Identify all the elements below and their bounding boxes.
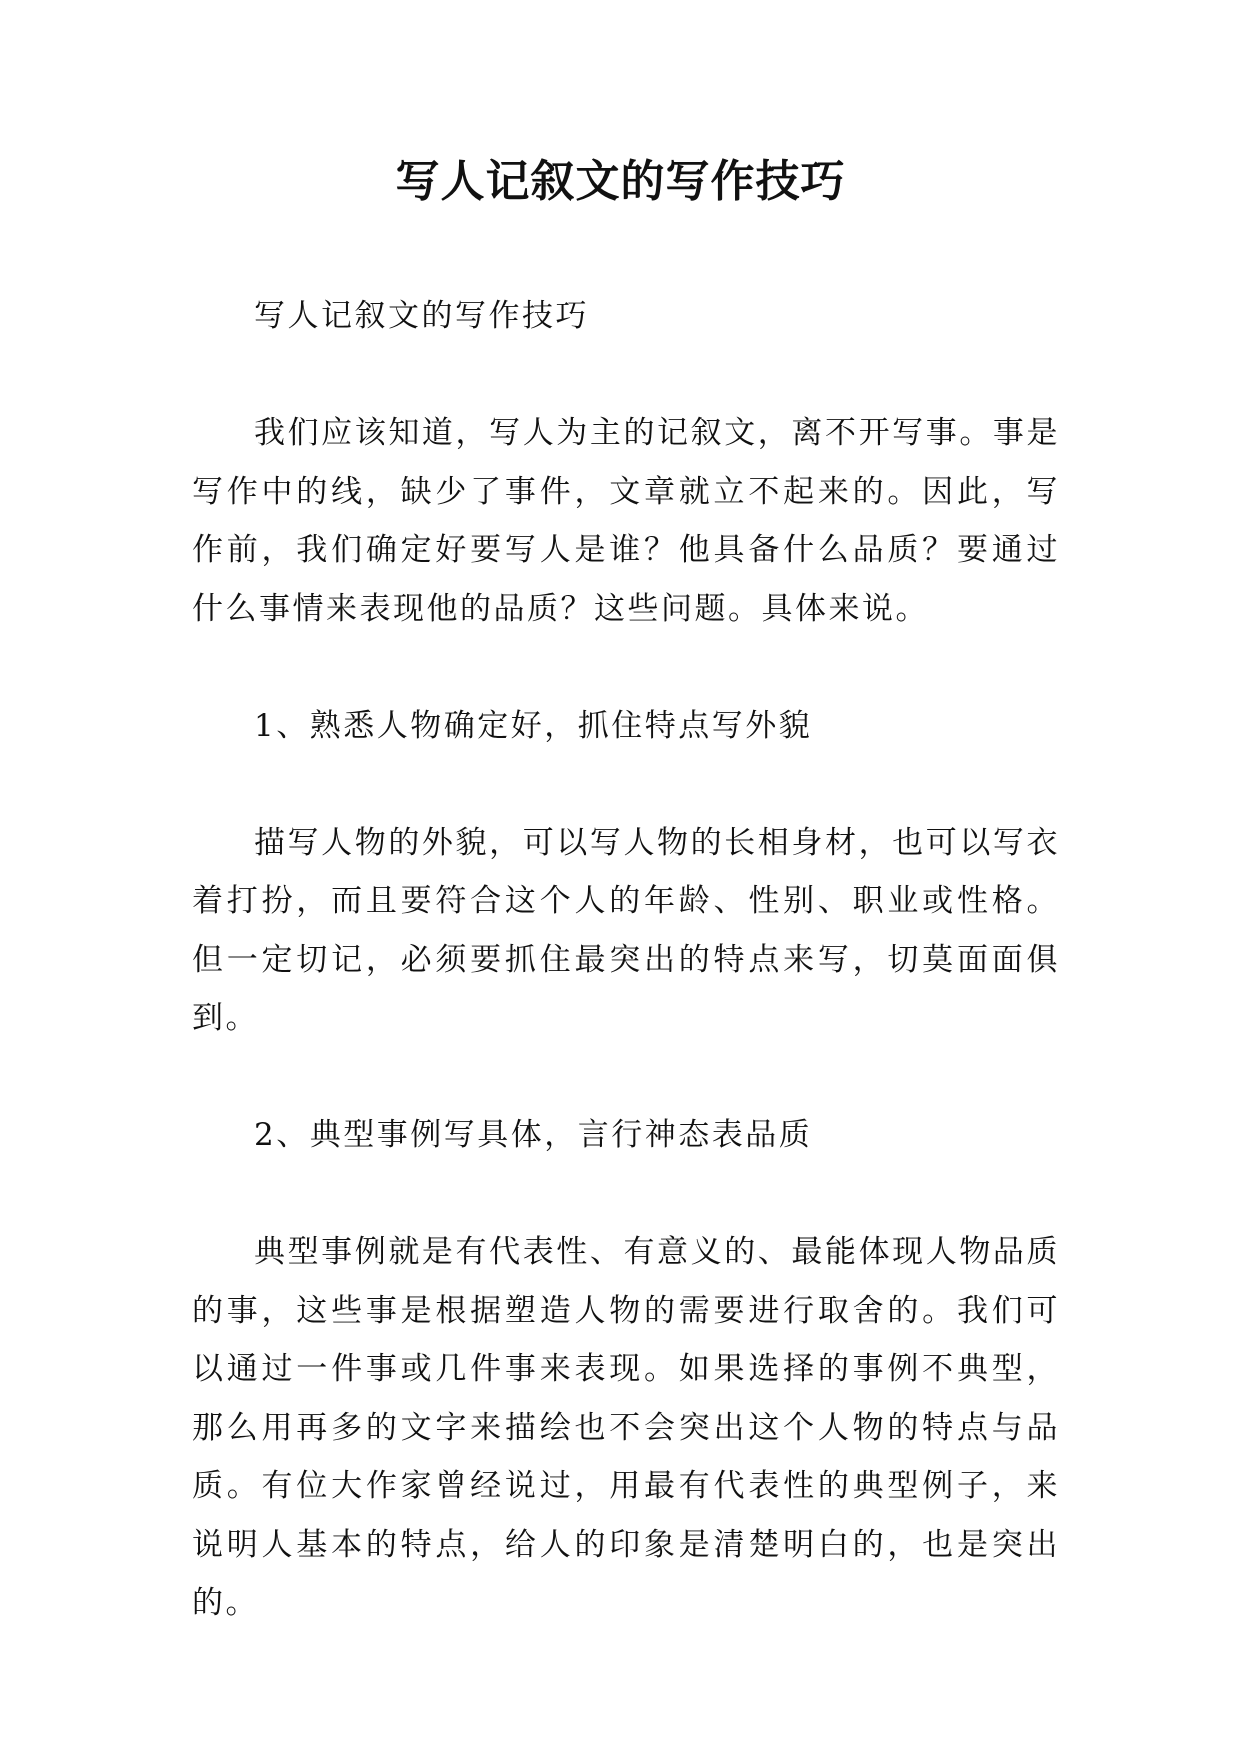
subtitle-paragraph: 写人记叙文的写作技巧 <box>254 298 589 334</box>
document-title: 写人记叙文的写作技巧 <box>395 156 846 207</box>
section-2-paragraph: 典型事例就是有代表性、有意义的、最能体现人物品质的事，这些事是根据塑造人物的需要进行取舍的。我们可以通过一件事或几件事来表现。如果选择的事例不典型，那么用再多的文字来描绘也不会突出这个人物的特点与品质。有位大作家曾经说过，用最有代表性的典型例子，来说明人基本的特点，给人的印象是清楚明白的，也是突出的。 <box>192 1234 1060 1621</box>
document-body <box>192 287 1060 1633</box>
section-heading-2: 2、典型事例写具体，言行神态表品质 <box>254 1117 813 1153</box>
intro-paragraph: 我们应该知道，写人为主的记叙文，离不开写事。事是写作中的线，缺少了事件，文章就立不起来的。因此，写作前，我们确定好要写人是谁？他具备什么品质？要通过什么事情来表现他的品质？这些问题。具体来说。 <box>192 415 1060 627</box>
section-1-paragraph: 描写人物的外貌，可以写人物的长相身材，也可以写衣着打扮，而且要符合这个人的年龄、性别、职业或性格。但一定切记，必须要抓住最突出的特点来写，切莫面面俱到。 <box>192 824 1060 1036</box>
section-heading-1: 1、熟悉人物确定好，抓住特点写外貌 <box>254 707 813 744</box>
